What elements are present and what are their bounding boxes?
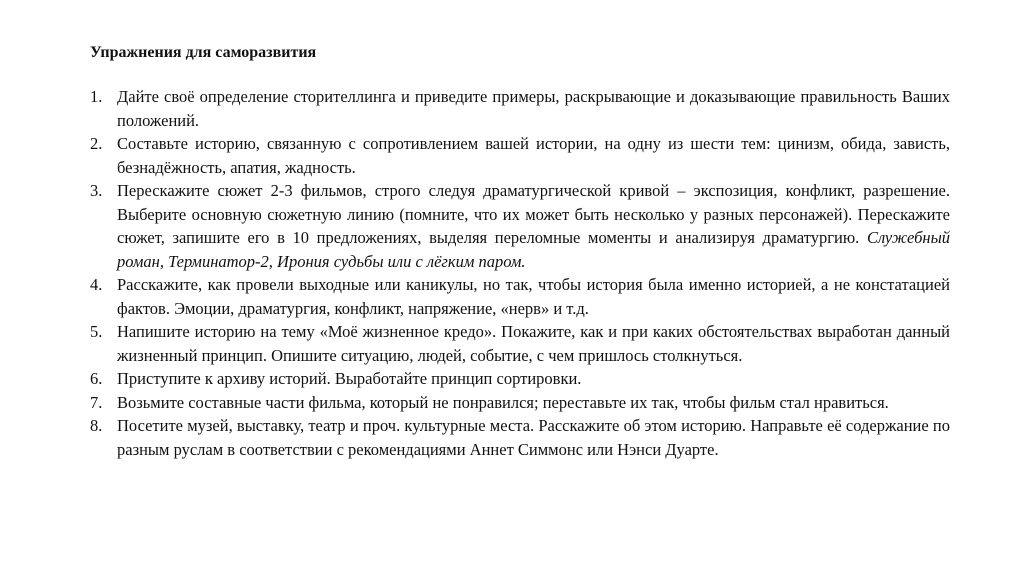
item-number: 7.	[90, 392, 103, 412]
film-titles: Служебный роман, Терминатор-2, Ирония судьбы или с лёгким паром.	[117, 228, 950, 271]
item-number: 2.	[90, 134, 103, 153]
item-number: 1.	[90, 87, 103, 106]
item-text: Составьте историю, связанную с сопротивлением вашей истории, на одну из шести тем: цинизм, обида, зависть, безнадёжность, апатия, жадность.	[117, 134, 950, 177]
exercise-item-5	[90, 320, 950, 367]
exercise-item-3	[90, 179, 950, 273]
exercise-item-8	[90, 414, 950, 461]
document-title: Упражнения для саморазвития	[90, 44, 317, 61]
item-number: 6.	[90, 369, 103, 388]
exercise-item-4	[90, 273, 950, 320]
exercise-item-6	[90, 367, 950, 391]
document-page	[90, 42, 950, 461]
item-number: 3.	[90, 181, 103, 200]
exercise-item-2	[90, 132, 950, 179]
exercise-item-7	[90, 391, 950, 415]
item-text: Расскажите, как провели выходные или каникулы, но так, чтобы история была именно историей, а не констатацией фактов. Эмоции, драматургия, конфликт, напряжение, «нерв» и т.д.	[117, 275, 950, 318]
exercise-item-1	[90, 85, 950, 132]
item-text: Напишите историю на тему «Моё жизненное кредо». Покажите, как и при каких обстоятельствах выработан данный жизненный принцип. Опишите ситуацию, людей, событие, с чем пришлось столкнуться.	[117, 322, 950, 365]
item-number: 8.	[90, 416, 103, 435]
item-text: Дайте своё определение сторителлинга и приведите примеры, раскрывающие и доказывающие правильность Ваших положений.	[117, 87, 950, 130]
item-text: Приступите к архиву историй. Выработайте принцип сортировки.	[117, 369, 582, 388]
exercise-list	[90, 85, 950, 461]
item-number: 4.	[90, 275, 103, 294]
item-text: Возьмите составные части фильма, который не понравился; переставьте их так, чтобы фильм стал нравиться.	[117, 392, 889, 412]
item-number: 5.	[90, 322, 103, 341]
item-text: Посетите музей, выставку, театр и проч. культурные места. Расскажите об этом историю. Направьте её содержание по разным руслам в соответствии с рекомендациями Аннет Симмонс или Нэнси Дуарте.	[117, 416, 950, 459]
item-text: Перескажите сюжет 2-3 фильмов, строго следуя драматургической кривой – экспозиция, конфликт, разрешение. Выберите основную сюжетную линию (помните, что их может быть несколько у разных персонажей). Перескажите сюжет, запишите его в 10 предложениях, выделяя переломные моменты и анализируя драматургию.	[117, 181, 950, 247]
